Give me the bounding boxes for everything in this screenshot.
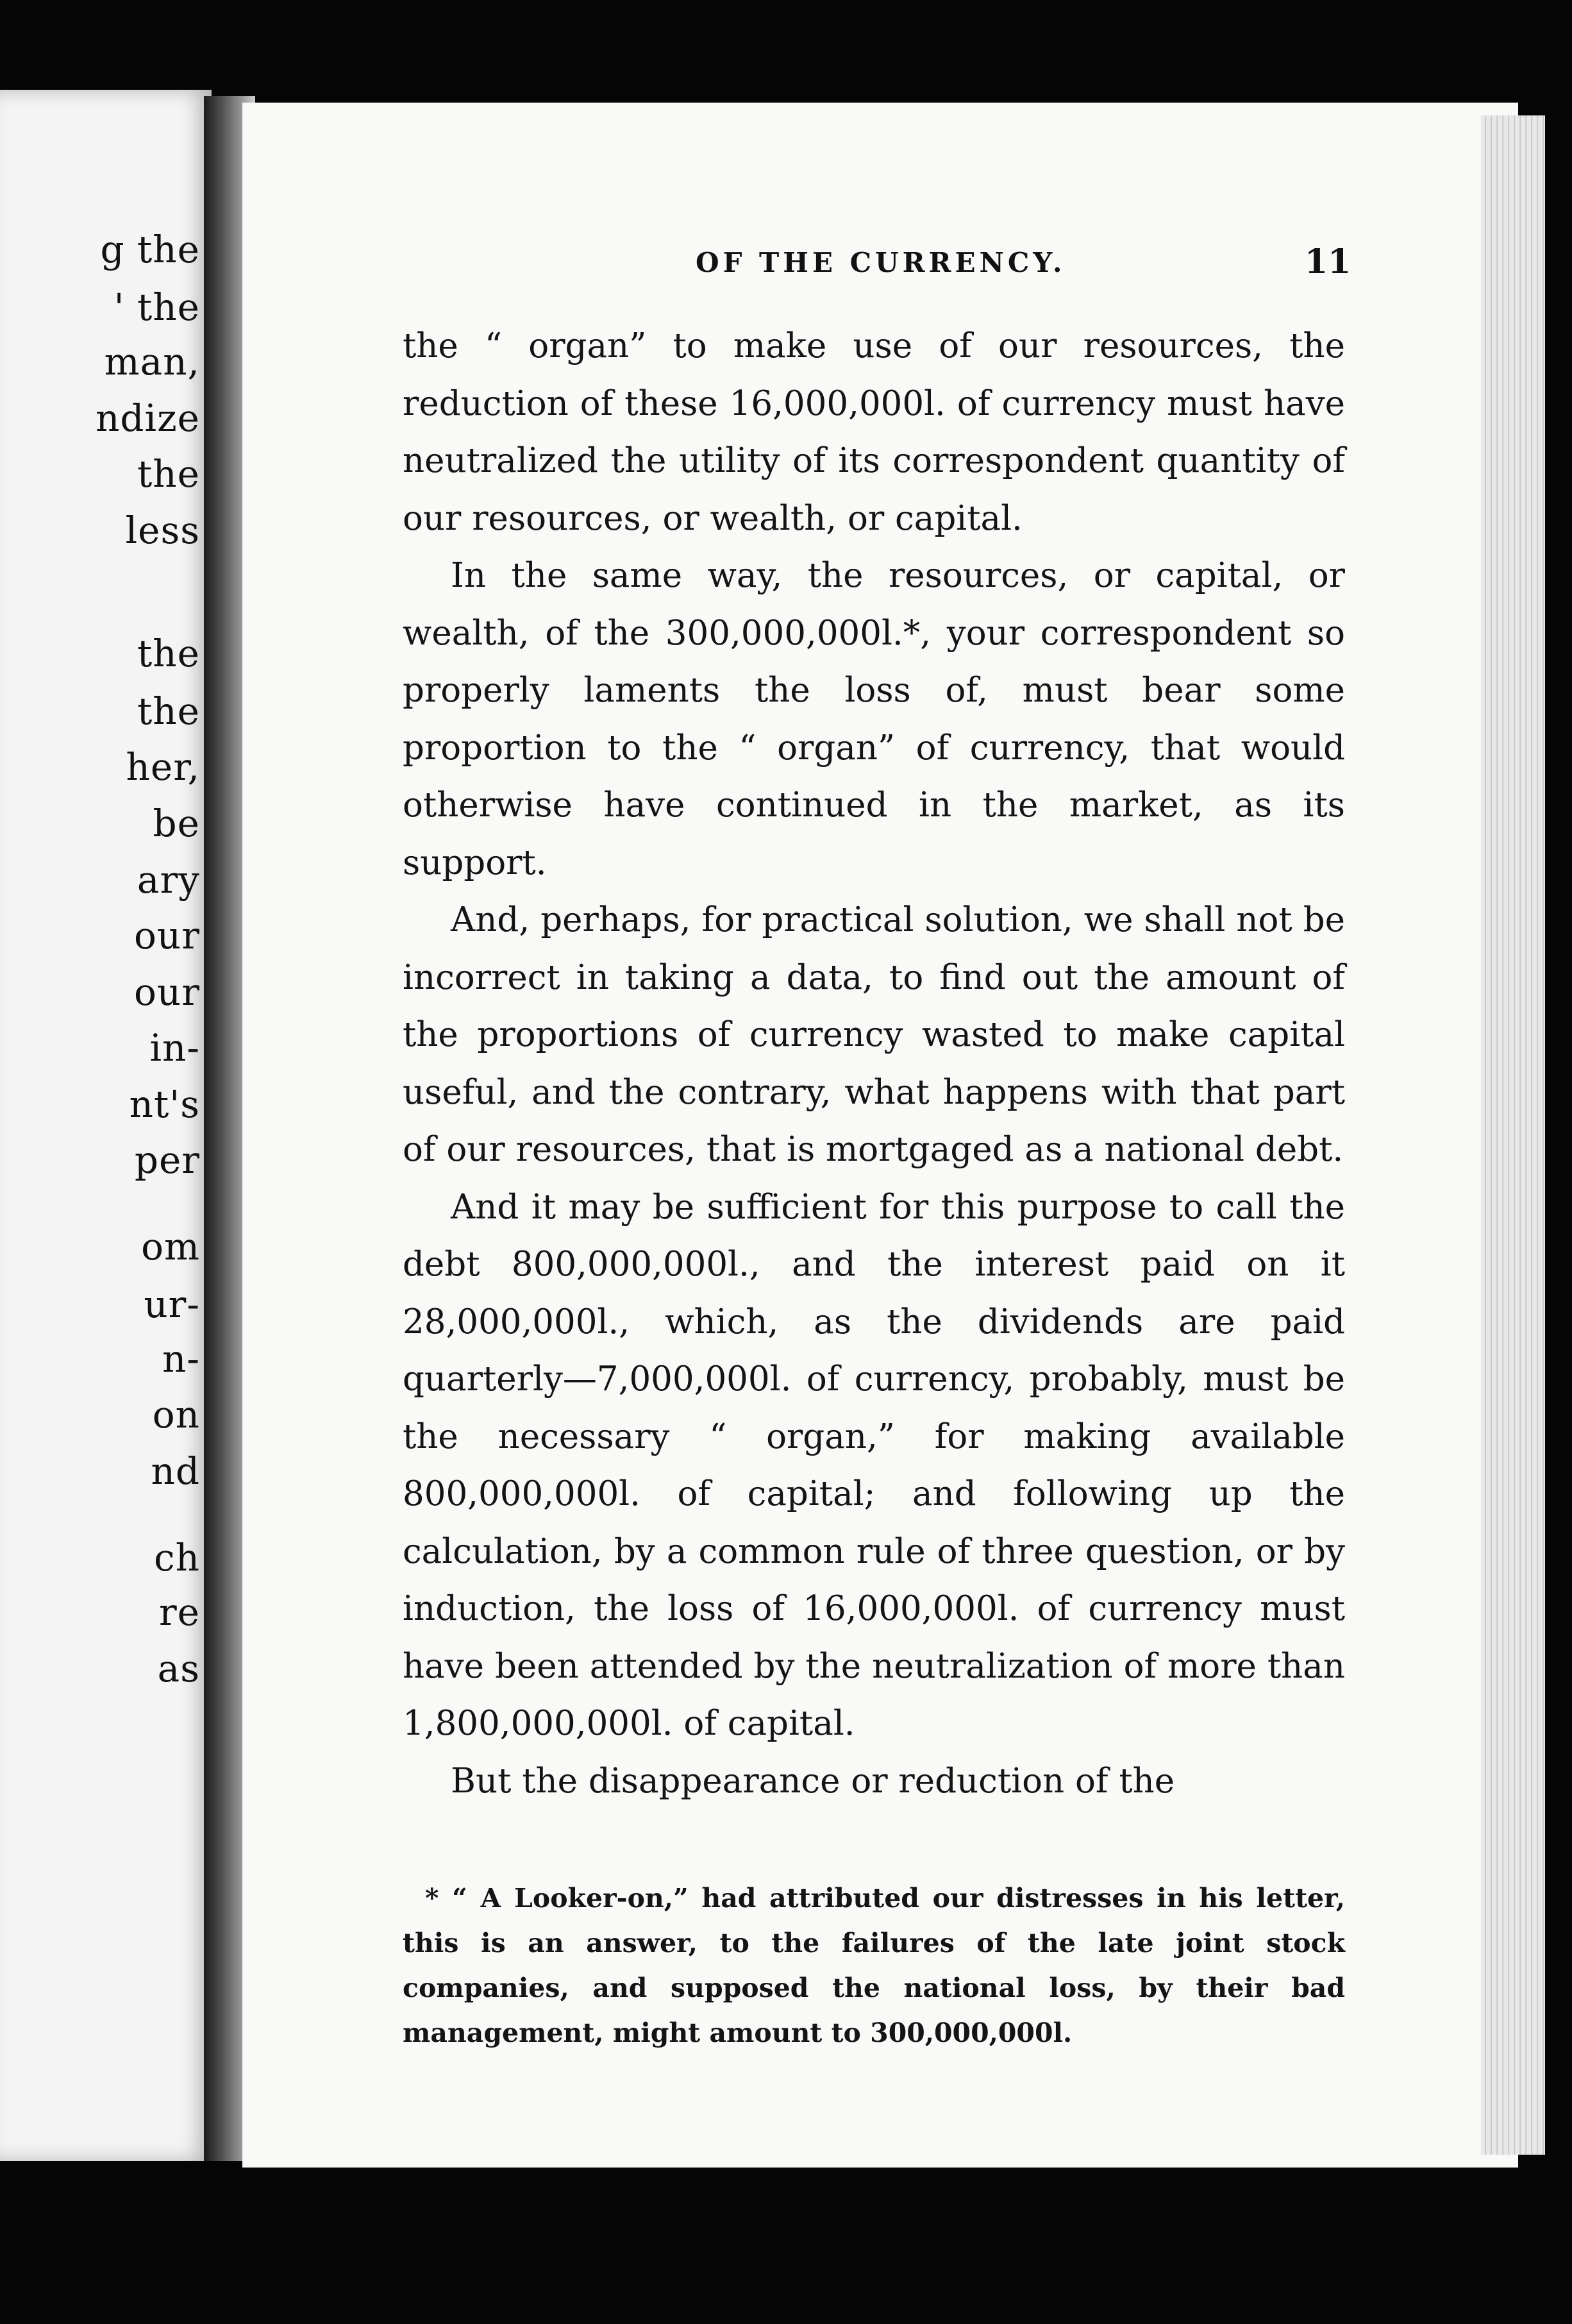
- left-page-fragment: our: [134, 970, 200, 1014]
- body-text: [403, 317, 1345, 1810]
- left-page-fragment: g the: [100, 228, 200, 271]
- left-page-fragment: man,: [104, 340, 200, 383]
- left-page-fragment: as: [157, 1647, 200, 1690]
- left-page-fragment: om: [141, 1225, 200, 1268]
- footnote: [403, 1876, 1345, 2055]
- paragraph-4: And it may be sufficient for this purpose to call the debt 800,000,000l., and the interest paid on it 28,000,000l., which, as the dividends are paid quarterly—7,000,000l. of currency, probably, must be the necessary “ organ,” for making available 800,000,000l. of capital; and following up the calculation, by a common rule of three question, or by induction, the loss of 16,000,000l. of currency must have been attended by the neutralization of more than 1,800,000,000l. of capital.: [403, 1187, 1345, 1743]
- left-page-fragment: the: [137, 452, 200, 496]
- left-page-fragment: in-: [149, 1026, 200, 1070]
- left-page-fragment: ndize: [96, 396, 200, 440]
- page-edges: [1481, 115, 1545, 2155]
- paragraph-2: In the same way, the resources, or capital, or wealth, of the 300,000,000l.*, your correspondent so properly laments the loss of, must bear some proportion to the “ organ” of currency, that would otherwise have continued in the market, as its support.: [403, 556, 1345, 882]
- left-page-fragment: nd: [151, 1449, 200, 1493]
- left-page-fragment: our: [134, 914, 200, 957]
- left-page-fragment: nt's: [129, 1082, 200, 1126]
- page-number: 11: [1305, 242, 1351, 282]
- left-page-fragment: the: [137, 632, 200, 675]
- left-page-fragment: her,: [126, 745, 200, 789]
- left-page-fragment: ur-: [144, 1283, 200, 1326]
- left-page-fragment: re: [158, 1590, 200, 1634]
- left-page-fragment: per: [134, 1138, 200, 1182]
- left-page-fragment: be: [153, 802, 200, 845]
- left-page-fragment: on: [152, 1393, 200, 1436]
- left-page-fragment: the: [137, 689, 200, 733]
- paragraph-1: the “ organ” to make use of our resources, the reduction of these 16,000,000l. of currency must have neutralized the utility of its correspondent quantity of our resources, or wealth, or capital.: [403, 326, 1345, 538]
- left-page-fragment: ch: [154, 1536, 200, 1579]
- left-page: [0, 90, 212, 2161]
- left-page-fragment: ary: [137, 858, 200, 902]
- left-page-fragment: n-: [162, 1337, 200, 1381]
- left-page-fragment: ' the: [113, 285, 200, 329]
- footnote-text: * “ A Looker-on,” had attributed our distresses in his letter, this is an answer, to the failures of the late joint stock companies, and supposed the national loss, by their bad management, might amount to 300,000,000l.: [403, 1883, 1345, 2048]
- paragraph-5: But the disappearance or reduction of the: [451, 1761, 1175, 1801]
- left-page-fragment: less: [125, 509, 200, 552]
- running-title: OF THE CURRENCY.: [696, 247, 1066, 278]
- paragraph-3: And, perhaps, for practical solution, we shall not be incorrect in taking a data, to find out the amount of the proportions of currency wasted to make capital useful, and the contrary, what happens with that part of our resources, that is mortgaged as a national debt.: [403, 900, 1345, 1169]
